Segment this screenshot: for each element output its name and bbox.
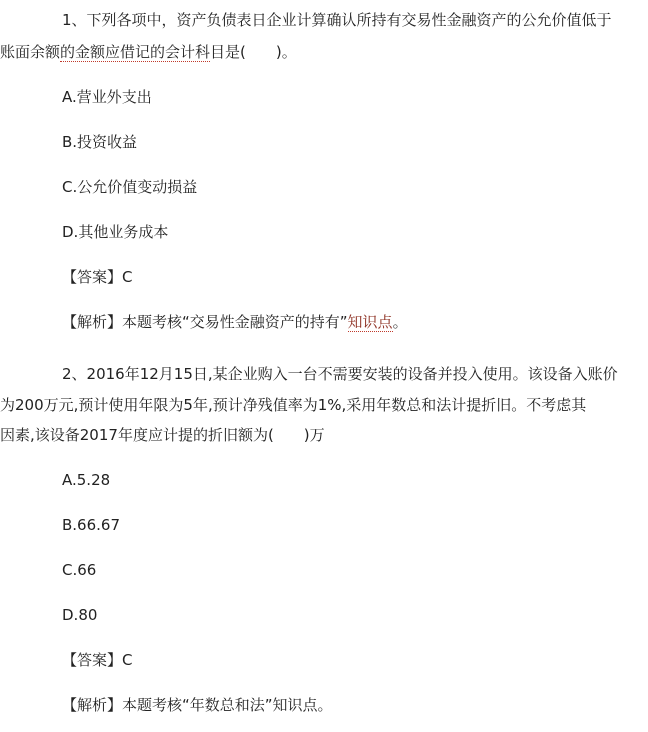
- question-1-stem-end: 目是( )。: [210, 43, 297, 61]
- question-1-stem-text: 账面余额: [0, 43, 61, 61]
- question-1-option-c: C.公允价值变动损益: [62, 178, 198, 196]
- question-2-option-d: D.80: [62, 606, 98, 624]
- question-2-stem-line-1: 2、2016年12月15日,某企业购入一台不需要安装的设备并投入使用。该设备入账价: [62, 365, 618, 383]
- question-2-answer: 【答案】C: [62, 651, 133, 669]
- question-1-stem-line-1: 1、下列各项中，资产负债表日企业计算确认所持有交易性金融资产的公允价值低于: [62, 11, 612, 29]
- question-2-analysis: 【解析】本题考核“年数总和法”知识点。: [62, 696, 333, 714]
- question-1-option-a: A.营业外支出: [62, 88, 152, 106]
- question-1-option-d: D.其他业务成本: [62, 223, 169, 241]
- question-1-analysis: [62, 311, 408, 333]
- question-1-analysis-end: 。: [392, 313, 408, 331]
- question-2-stem-line-3: 因素,该设备2017年度应计提的折旧额为( )万: [0, 426, 325, 444]
- question-2-option-b: B.66.67: [62, 516, 121, 534]
- question-1-answer: 【答案】C: [62, 268, 133, 286]
- question-1-analysis-text: 【解析】本题考核“交易性金融资产的持有”: [62, 313, 348, 331]
- question-1-stem-underlined: 的金额应借记的会计科: [60, 43, 211, 61]
- question-2-stem-line-2: 为200万元,预计使用年限为5年,预计净残值率为1%,采用年数总和法计提折旧。不考虑其: [0, 396, 587, 414]
- question-1-option-b: B.投资收益: [62, 133, 138, 151]
- question-2-option-a: A.5.28: [62, 471, 111, 489]
- question-1-stem-line-2: [0, 41, 297, 63]
- question-2-option-c: C.66: [62, 561, 97, 579]
- knowledge-point-link[interactable]: 知识点: [347, 313, 393, 331]
